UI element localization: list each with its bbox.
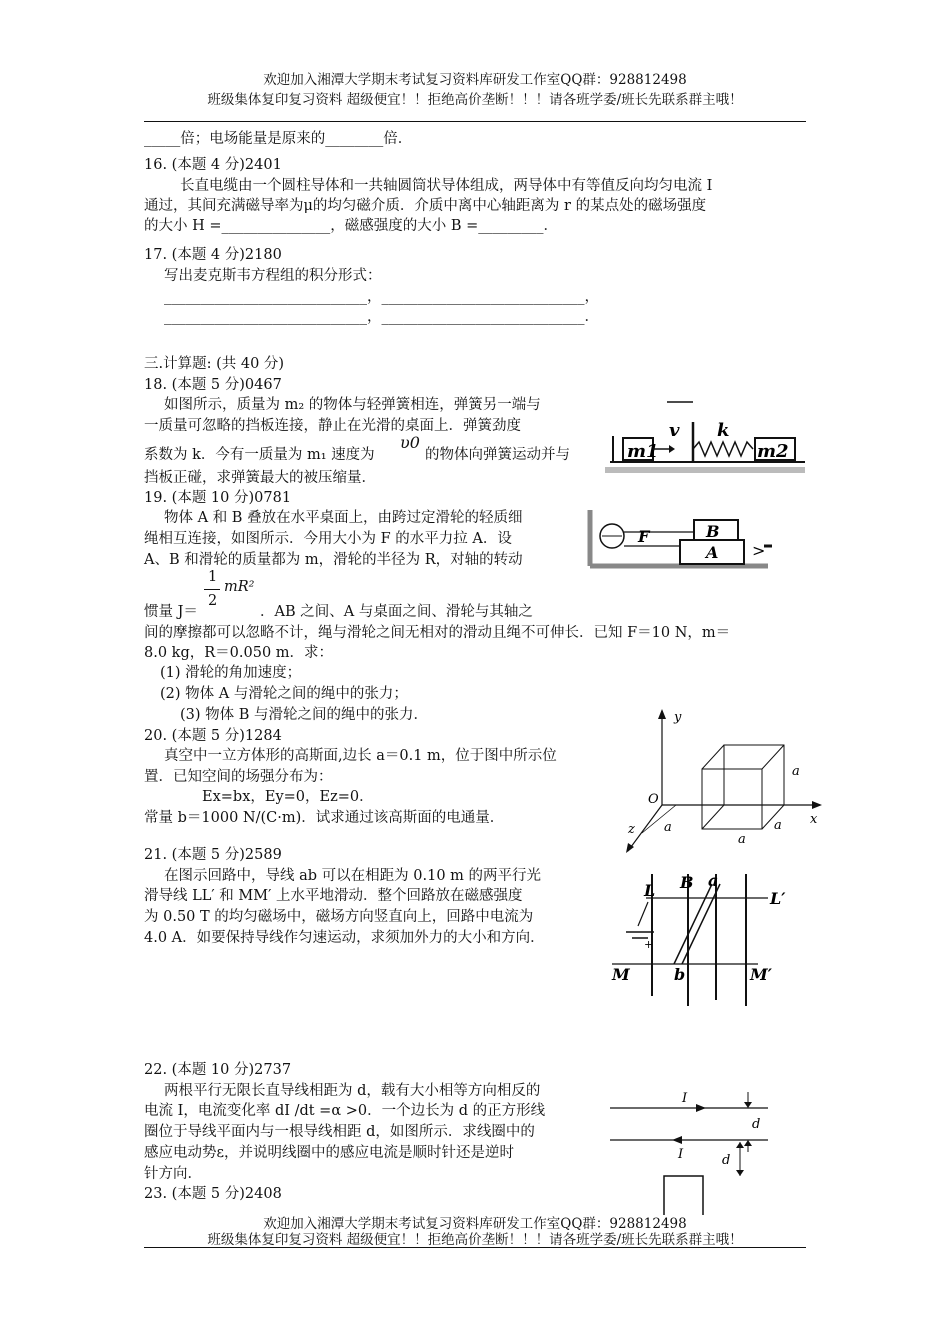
q17-line-1: 写出麦克斯韦方程组的积分形式： [164,268,382,284]
q19-line-2: 绳相互连接，如图所示．今用大小为 F 的水平力拉 A．设 [144,531,512,547]
q20-line-3: Ex=bx，Ey=0，Ez=0． [202,789,374,805]
q19-sub-1: (1) 滑轮的角加速度； [160,665,302,681]
q16-heading: 16. (本题 4 分)2401 [144,157,282,173]
q21-line-2: 滑导线 LL′ 和 MM′ 上水平地滑动．整个回路放在磁感强度 [144,888,523,904]
q20-cube-figure [620,705,825,855]
q21-line-1: 在图示回路中，导线 ab 可以在相距为 0.10 m 的两平行光 [164,868,542,884]
svg-text:B: B [680,873,694,892]
svg-text:x: x [810,812,818,827]
svg-text:z: z [628,822,635,837]
svg-text:M′: M′ [750,965,772,984]
svg-text:a: a [792,764,800,779]
q19-line-1: 物体 A 和 B 叠放在水平桌面上，由跨过定滑轮的轻质细 [164,510,523,526]
q21-heading: 21. (本题 5 分)2589 [144,847,282,863]
q19-sub-2: (2) 物体 A 与滑轮之间的绳中的张力； [160,686,408,702]
svg-text:L: L [644,881,656,900]
q16-line-1: 长直电缆由一个圆柱导体和一共轴圆筒状导体组成，两导体中有等值反向均匀电流 I [180,178,713,194]
q23-heading: 23. (本题 5 分)2408 [144,1186,282,1202]
q18-spring-figure [605,392,805,482]
q19-heading: 19. (本题 10 分)0781 [144,490,292,506]
svg-text:B: B [706,522,720,541]
svg-text:M: M [612,965,630,984]
footer-line-1: 欢迎加入湘潭大学期末考试复习资料库研发工作室QQ群：928812498 [263,1216,687,1232]
q19-frac-num: 1 [208,569,218,585]
q17-line-3: ____________________________，____________________________． [164,309,599,325]
svg-text:y: y [674,710,682,725]
q19-line-4a: 惯量 J＝ [144,604,198,620]
q17-heading: 17. (本题 4 分)2180 [144,247,282,263]
svg-text:v: v [669,420,680,441]
q18-line-4: 挡板正碰，求弹簧最大的被压缩量． [144,470,376,486]
q19-frac-den: 2 [208,593,218,609]
svg-text:+: + [644,938,654,951]
svg-text:a: a [708,871,719,890]
q19-line-6: 8.0 kg，R＝0.050 m．求： [144,645,334,661]
q21-rails-figure [608,868,818,1008]
q20-line-1: 真空中一立方体形的高斯面,边长 a＝0.1 m，位于图中所示位 [164,748,557,764]
svg-text:I: I [682,1091,688,1106]
q22-wires-figure [608,1090,773,1180]
q22-line-2: 电流 I，电流变化率 dI /dt =α >0．一个边长为 d 的正方形线 [144,1103,546,1119]
header-rule [144,121,806,122]
q22-line-3: 圈位于导线平面内与一根导线相距 d，如图所示．求线圈中的 [144,1124,535,1140]
q20-line-4: 常量 b＝1000 N/(C·m)．试求通过该高斯面的电通量． [144,810,505,826]
q18-line-1: 如图所示，质量为 m₂ 的物体与轻弹簧相连，弹簧另一端与 [164,397,541,413]
svg-text:a: a [664,820,672,835]
q19-sub-3: (3) 物体 B 与滑轮之间的绳中的张力． [180,707,429,723]
q22-line-5: 针方向． [144,1166,202,1182]
svg-text:>: > [752,541,766,560]
svg-text:a: a [738,832,746,847]
q21-line-3: 为 0.50 T 的均匀磁场中，磁场方向竖直向上，回路中电流为 [144,909,534,925]
svg-text:m1: m1 [627,441,659,462]
q21-line-4: 4.0 A．如要保持导线作匀速运动，求须加外力的大小和方向． [144,930,545,946]
header-line-2: 班级集体复印复习资料 超级便宜！！拒绝高价垄断！！！请各班学委/班长先联系群主哦！ [207,92,743,108]
svg-text:A: A [706,543,719,562]
q19-frac-bar [204,589,220,590]
top-line: _____倍；电场能量是原来的________倍． [144,131,413,147]
q20-line-2: 置．已知空间的场强分布为： [144,769,333,785]
q22-line-4: 感应电动势ε，并说明线圈中的感应电流是顺时针还是逆时 [144,1145,515,1161]
svg-text:a: a [774,818,782,833]
q23-figure-partial [663,1175,707,1215]
q19-line-5: 间的摩擦都可以忽略不计，绳与滑轮之间无相对的滑动且绳不可伸长．已知 F＝10 N，m＝ [144,625,731,641]
q20-heading: 20. (本题 5 分)1284 [144,728,282,744]
svg-text:L′: L′ [770,889,786,908]
q22-heading: 22. (本题 10 分)2737 [144,1062,292,1078]
q18-v0: υ0 [400,433,420,452]
svg-text:b: b [674,965,686,984]
q18-line-2: 一质量可忽略的挡板连接，静止在光滑的桌面上．弹簧劲度 [144,418,521,434]
q16-line-3: 的大小 H =_______________，磁感强度的大小 B =_________． [144,218,559,234]
svg-text:F: F [638,527,650,546]
svg-text:O: O [648,792,659,807]
q18-heading: 18. (本题 5 分)0467 [144,377,282,393]
q22-line-1: 两根平行无限长直导线相距为 d，载有大小相等方向相反的 [164,1083,541,1099]
q18-line-3: 系数为 k．今有一质量为 m₁ 速度为 [144,447,375,463]
header-line-1: 欢迎加入湘潭大学期末考试复习资料库研发工作室QQ群：928812498 [263,72,687,88]
q19-pulley-figure [588,502,773,572]
q17-line-2: ____________________________，____________________________， [164,289,599,305]
footer-rule [144,1247,806,1248]
q19-frac-tail: mR² [224,579,255,595]
svg-text:d: d [722,1153,731,1168]
q19-line-3: A、B 和滑轮的质量都为 m，滑轮的半径为 R，对轴的转动 [144,552,523,568]
footer-line-2: 班级集体复印复习资料 超级便宜！！拒绝高价垄断！！！请各班学委/班长先联系群主哦！ [207,1232,743,1248]
svg-text:k: k [717,420,730,441]
q19-line-4b: ．AB 之间、A 与桌面之间、滑轮与其轴之 [260,604,533,620]
q18-line-3b: 的物体向弹簧运动并与 [425,447,570,463]
svg-text:I: I [678,1147,684,1162]
svg-text:m2: m2 [757,441,789,462]
q16-line-2: 通过，其间充满磁导率为μ的均匀磁介质．介质中离中心轴距离为 r 的某点处的磁场强度 [144,198,707,214]
section-3-heading: 三.计算题: (共 40 分) [144,356,285,372]
svg-text:d: d [752,1117,761,1132]
